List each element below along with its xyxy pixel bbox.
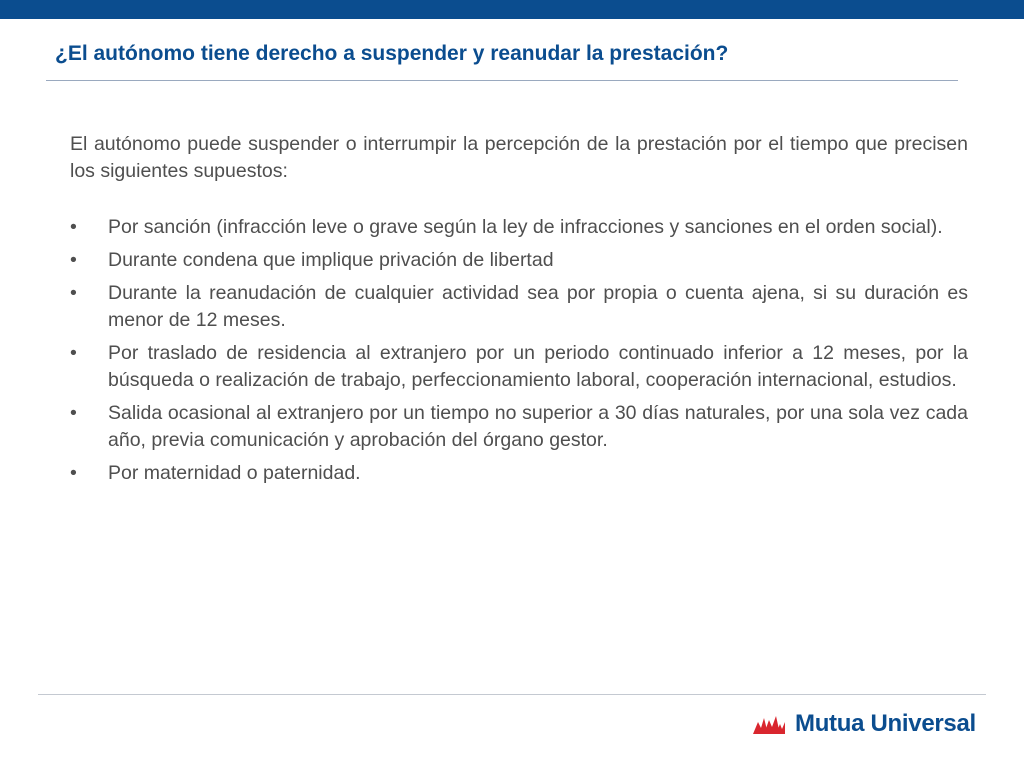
bullet-text: Por maternidad o paternidad. [108, 462, 361, 484]
list-item [70, 460, 968, 487]
bullet-text: Salida ocasional al extranjero por un tiempo no superior a 30 días naturales, por una sola vez cada año, previa comunicación y aprobación del órgano gestor. [108, 402, 968, 451]
bullet-text: Por traslado de residencia al extranjero por un periodo continuado inferior a 12 meses, por la búsqueda o realización de trabajo, perfeccionamiento laboral, cooperación internacional, estudios. [108, 342, 968, 391]
top-banner-bar [0, 0, 1024, 19]
list-item [70, 280, 968, 334]
bullet-text: Por sanción (infracción leve o grave según la ley de infracciones y sanciones en el orden social). [108, 216, 943, 238]
list-item [70, 400, 968, 454]
list-item [70, 340, 968, 394]
slide-body [70, 131, 968, 493]
footer-divider [38, 694, 986, 695]
mutua-universal-logo-icon [752, 712, 786, 736]
bullet-icon: • [70, 216, 77, 238]
logo-text: Mutua Universal [795, 710, 976, 737]
list-item [70, 214, 968, 241]
bullet-text: Durante condena que implique privación de libertad [108, 249, 554, 271]
bullet-icon: • [70, 282, 77, 304]
bullet-icon: • [70, 249, 77, 271]
bullet-icon: • [70, 342, 77, 364]
list-item [70, 247, 968, 274]
bullet-icon: • [70, 462, 77, 484]
bullet-text: Durante la reanudación de cualquier actividad sea por propia o cuenta ajena, si su duración es menor de 12 meses. [108, 282, 968, 331]
slide-title: ¿El autónomo tiene derecho a suspender y reanudar la prestación? [55, 42, 729, 65]
bullet-list [70, 214, 968, 487]
bullet-icon: • [70, 402, 77, 424]
title-divider [46, 80, 958, 81]
company-logo [752, 708, 976, 740]
intro-paragraph: El autónomo puede suspender o interrumpir la percepción de la prestación por el tiempo que precisen los siguientes supuestos: [70, 133, 968, 182]
